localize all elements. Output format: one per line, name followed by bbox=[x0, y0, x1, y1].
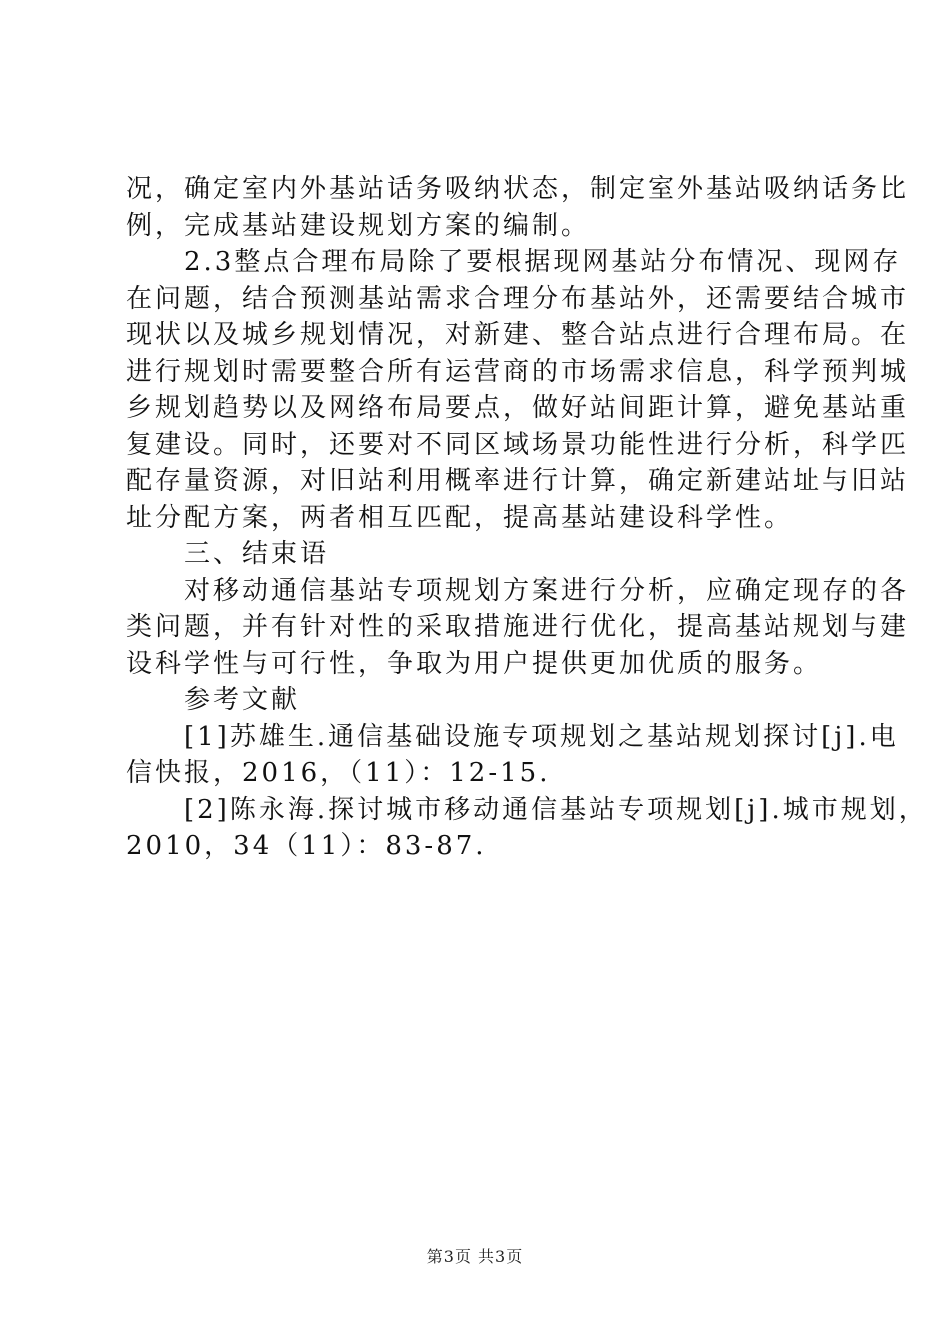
text-line: [1]苏雄生.通信基础设施专项规划之基站规划探讨[j].电 bbox=[184, 721, 899, 752]
document-body bbox=[126, 171, 928, 865]
page-number-footer: 第3页 共3页 bbox=[426, 1247, 524, 1266]
text-line: 址分配方案，两者相互匹配，提高基站建设科学性。 bbox=[126, 502, 794, 533]
text-line: 信快报，2016，（11）：12-15. bbox=[126, 758, 551, 788]
text-line: 设科学性与可行性，争取为用户提供更加优质的服务。 bbox=[126, 648, 823, 679]
paragraph-section-2-3 bbox=[126, 244, 910, 536]
text-line: 进行规划时需要整合所有运营商的市场需求信息，科学预判城 bbox=[126, 356, 910, 387]
text-line: 2.3整点合理布局除了要根据现网基站分布情况、现网存 bbox=[184, 247, 902, 277]
text-line: 类问题，并有针对性的采取措施进行优化，提高基站规划与建 bbox=[126, 612, 910, 642]
text-line: 配存量资源，对旧站利用概率进行计算，确定新建站址与旧站 bbox=[126, 466, 910, 496]
text-line: [2]陈永海.探讨城市移动通信基站专项规划[j].城市规划， bbox=[184, 794, 928, 825]
text-line: 2010，34（11）：83-87. bbox=[126, 831, 487, 861]
text-line: 在问题，结合预测基站需求合理分布基站外，还需要结合城市 bbox=[126, 283, 910, 314]
reference-item bbox=[126, 792, 928, 865]
section-heading-references bbox=[126, 682, 824, 719]
text-line: 况，确定室内外基站话务吸纳状态，制定室外基站吸纳话务比 bbox=[126, 174, 910, 204]
heading-text: 参考文献 bbox=[184, 685, 301, 715]
text-line: 例，完成基站建设规划方案的编制。 bbox=[126, 210, 591, 241]
paragraph-conclusion bbox=[126, 573, 910, 683]
text-line: 复建设。同时，还要对不同区域场景功能性进行分析，科学匹 bbox=[126, 429, 910, 460]
text-line: 乡规划趋势以及网络布局要点，做好站间距计算，避免基站重 bbox=[126, 393, 910, 423]
heading-text: 三、结束语 bbox=[184, 539, 330, 569]
section-heading-conclusion bbox=[126, 536, 824, 573]
text-line: 对移动通信基站专项规划方案进行分析，应确定现存的各 bbox=[184, 575, 910, 606]
paragraph-continuation bbox=[126, 171, 910, 244]
reference-item bbox=[126, 719, 899, 792]
text-line: 现状以及城乡规划情况，对新建、整合站点进行合理布局。在 bbox=[126, 320, 910, 350]
